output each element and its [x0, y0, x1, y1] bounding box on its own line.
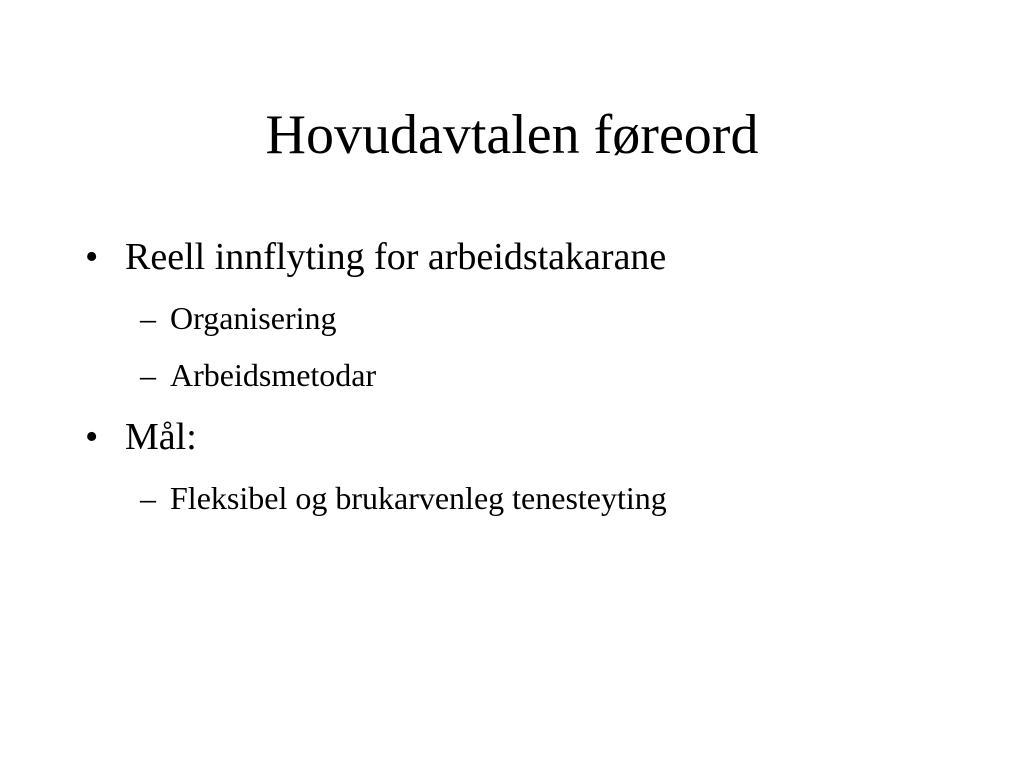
bullet-marker: •	[85, 416, 99, 458]
sub-bullet-marker: –	[140, 357, 156, 393]
bullet-text: Mål:	[125, 416, 197, 458]
sub-bullet-marker: –	[140, 300, 156, 336]
bullet-marker: •	[85, 236, 99, 278]
bullet-text: Reell innflyting for arbeidstakarane	[125, 236, 667, 278]
slide-title: Hovudavtalen føreord	[265, 104, 759, 166]
sub-bullet-text: Organisering	[170, 300, 337, 336]
sub-bullet-text: Fleksibel og brukarvenleg tenesteyting	[170, 480, 667, 516]
sub-bullet-text: Arbeidsmetodar	[170, 357, 377, 393]
sub-bullet-marker: –	[140, 480, 156, 516]
